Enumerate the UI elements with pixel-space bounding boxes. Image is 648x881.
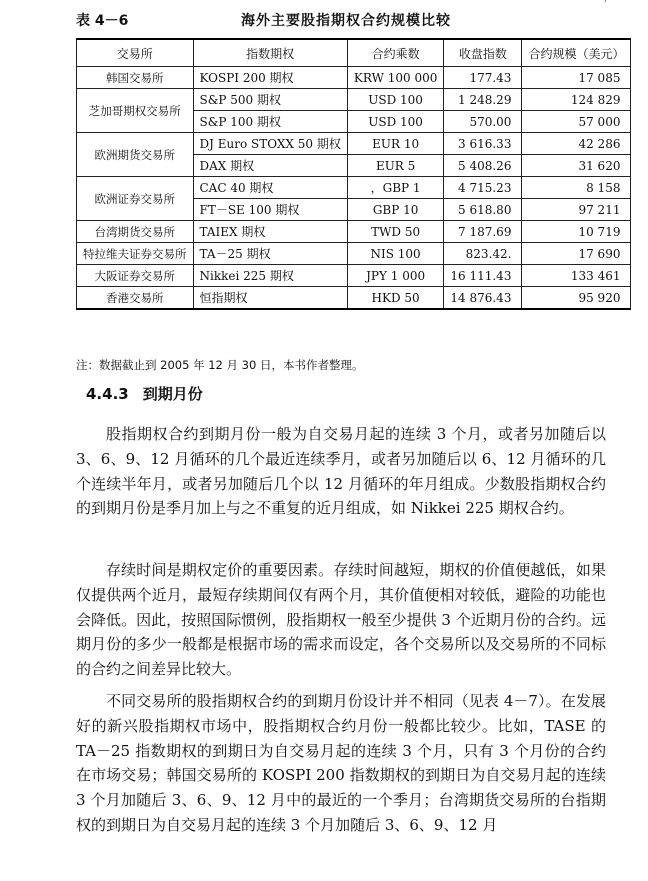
- paragraph: 存续时间是期权定价的重要因素。存续时间越短，期权的价值便越低，如果仅提供两个近月，最短存续期间仅有两个月，其价值便相对较低，避险的功能也会降低。因此，按照国际惯例，股指期权一般至少提供 3 个近期月份的合约。远期月份的多少一般都是根据市场的需求而设定，各个交易所以及交易所的不同标的合约之间差异比较大。: [76, 561, 606, 679]
- col-header-exchange: 交易所: [77, 39, 194, 67]
- index-option-cell: KOSPI 200 期权: [193, 67, 347, 89]
- exchange-cell: 大阪证券交易所: [77, 265, 194, 287]
- contract-size-cell: 17 085: [522, 67, 631, 89]
- multiplier-cell: USD 100: [347, 89, 444, 111]
- table-row: [77, 287, 631, 310]
- paragraph: 不同交易所的股指期权合约的到期月份设计并不相同（见表 4－7）。在发展好的新兴股指期权市场中，股指期权合约月份一般都比较少。比如，TASE 的 TA－25 指数期权的到期日为自交易月起的连续 3 个月，只有 3 个月份的合约在市场交易；韩国交易所的 KOSPI 200 指数期权的到期日为自交易月起的连续 3 个月加随后 3、6、9、12 月中的最近的一个季月；台湾期货交易所的台指期权的到期日为自交易月起的连续 3 个月加随后 3、6、9、12 月: [76, 692, 606, 834]
- multiplier-cell: NIS 100: [347, 243, 444, 265]
- index-option-cell: TAIEX 期权: [193, 221, 347, 243]
- section-number: 4.4.3: [86, 385, 129, 403]
- table-body: [77, 67, 631, 310]
- multiplier-cell: ，GBP 1: [347, 177, 444, 199]
- multiplier-cell: EUR 10: [347, 133, 444, 155]
- exchange-cell: 香港交易所: [77, 287, 194, 310]
- contract-size-cell: 31 620: [522, 155, 631, 177]
- index-option-cell: DJ Euro STOXX 50 期权: [193, 133, 347, 155]
- table-row: [77, 221, 631, 243]
- table-row: [77, 243, 631, 265]
- index-option-cell: S&P 500 期权: [193, 89, 347, 111]
- close-index-cell: 1 248.29: [444, 89, 522, 111]
- corner-mark: ’: [604, 0, 607, 10]
- index-option-cell: CAC 40 期权: [193, 177, 347, 199]
- col-header-index-option: 指数期权: [193, 39, 347, 67]
- multiplier-cell: USD 100: [347, 111, 444, 133]
- table-header-row: [77, 39, 631, 67]
- close-index-cell: 3 616.33: [444, 133, 522, 155]
- exchange-cell: 欧洲期货交易所: [77, 133, 194, 177]
- close-index-cell: 177.43: [444, 67, 522, 89]
- multiplier-cell: JPY 1 000: [347, 265, 444, 287]
- index-option-cell: DAX 期权: [193, 155, 347, 177]
- section-title: 到期月份: [142, 385, 203, 403]
- table-caption: [76, 6, 616, 30]
- close-index-cell: 14 876.43: [444, 287, 522, 310]
- close-index-cell: 823.42.: [444, 243, 522, 265]
- multiplier-cell: GBP 10: [347, 199, 444, 221]
- close-index-cell: 7 187.69: [444, 221, 522, 243]
- contract-size-cell: 10 719: [522, 221, 631, 243]
- index-option-cell: 恒指期权: [193, 287, 347, 310]
- exchange-cell: 芝加哥期权交易所: [77, 89, 194, 133]
- table-number: 表 4－6: [76, 13, 129, 29]
- section-heading: [86, 383, 217, 404]
- contract-size-cell: 133 461: [522, 265, 631, 287]
- col-header-multiplier: 合约乘数: [347, 39, 444, 67]
- multiplier-cell: KRW 100 000: [347, 67, 444, 89]
- table-row: [77, 133, 631, 155]
- table-row: [77, 89, 631, 111]
- exchange-cell: 欧洲证券交易所: [77, 177, 194, 221]
- contract-size-cell: 42 286: [522, 133, 631, 155]
- contract-size-cell: 95 920: [522, 287, 631, 310]
- table-row: [77, 67, 631, 89]
- table-row: [77, 265, 631, 287]
- close-index-cell: 570.00: [444, 111, 522, 133]
- exchange-cell: 特拉维夫证券交易所: [77, 243, 194, 265]
- index-option-cell: TA－25 期权: [193, 243, 347, 265]
- index-option-cell: S&P 100 期权: [193, 111, 347, 133]
- col-header-contract-size: 合约规模（美元）: [522, 39, 631, 67]
- exchange-cell: 韩国交易所: [77, 67, 194, 89]
- exchange-cell: 台湾期货交易所: [77, 221, 194, 243]
- contract-size-cell: 17 690: [522, 243, 631, 265]
- comparison-table: [76, 38, 631, 310]
- index-option-cell: FT－SE 100 期权: [193, 199, 347, 221]
- table-row: [77, 177, 631, 199]
- close-index-cell: 5 618.80: [444, 199, 522, 221]
- table-title: 海外主要股指期权合约规模比较: [241, 13, 451, 29]
- col-header-close-index: 收盘指数: [444, 39, 522, 67]
- close-index-cell: 16 111.43: [444, 265, 522, 287]
- paragraph: 股指期权合约到期月份一般为自交易月起的连续 3 个月，或者另加随后以 3、6、9、12 月循环的几个最近连续季月，或者另加随后以 6、12 月循环的几个连续半年月，或者另加随后几个以 12 月循环的年月组成。少数股指期权合约的到期月份是季月加上与之不重复的近月组成，如 Nikkei 225 期权合约。: [76, 425, 606, 518]
- contract-size-cell: 8 158: [522, 177, 631, 199]
- multiplier-cell: TWD 50: [347, 221, 444, 243]
- multiplier-cell: HKD 50: [347, 287, 444, 310]
- contract-size-cell: 57 000: [522, 111, 631, 133]
- contract-size-cell: 124 829: [522, 89, 631, 111]
- index-option-cell: Nikkei 225 期权: [193, 265, 347, 287]
- multiplier-cell: EUR 5: [347, 155, 444, 177]
- contract-size-cell: 97 211: [522, 199, 631, 221]
- close-index-cell: 5 408.26: [444, 155, 522, 177]
- table-note: 注：数据截止到 2005 年 12 月 30 日，本书作者整理。: [76, 358, 364, 372]
- close-index-cell: 4 715.23: [444, 177, 522, 199]
